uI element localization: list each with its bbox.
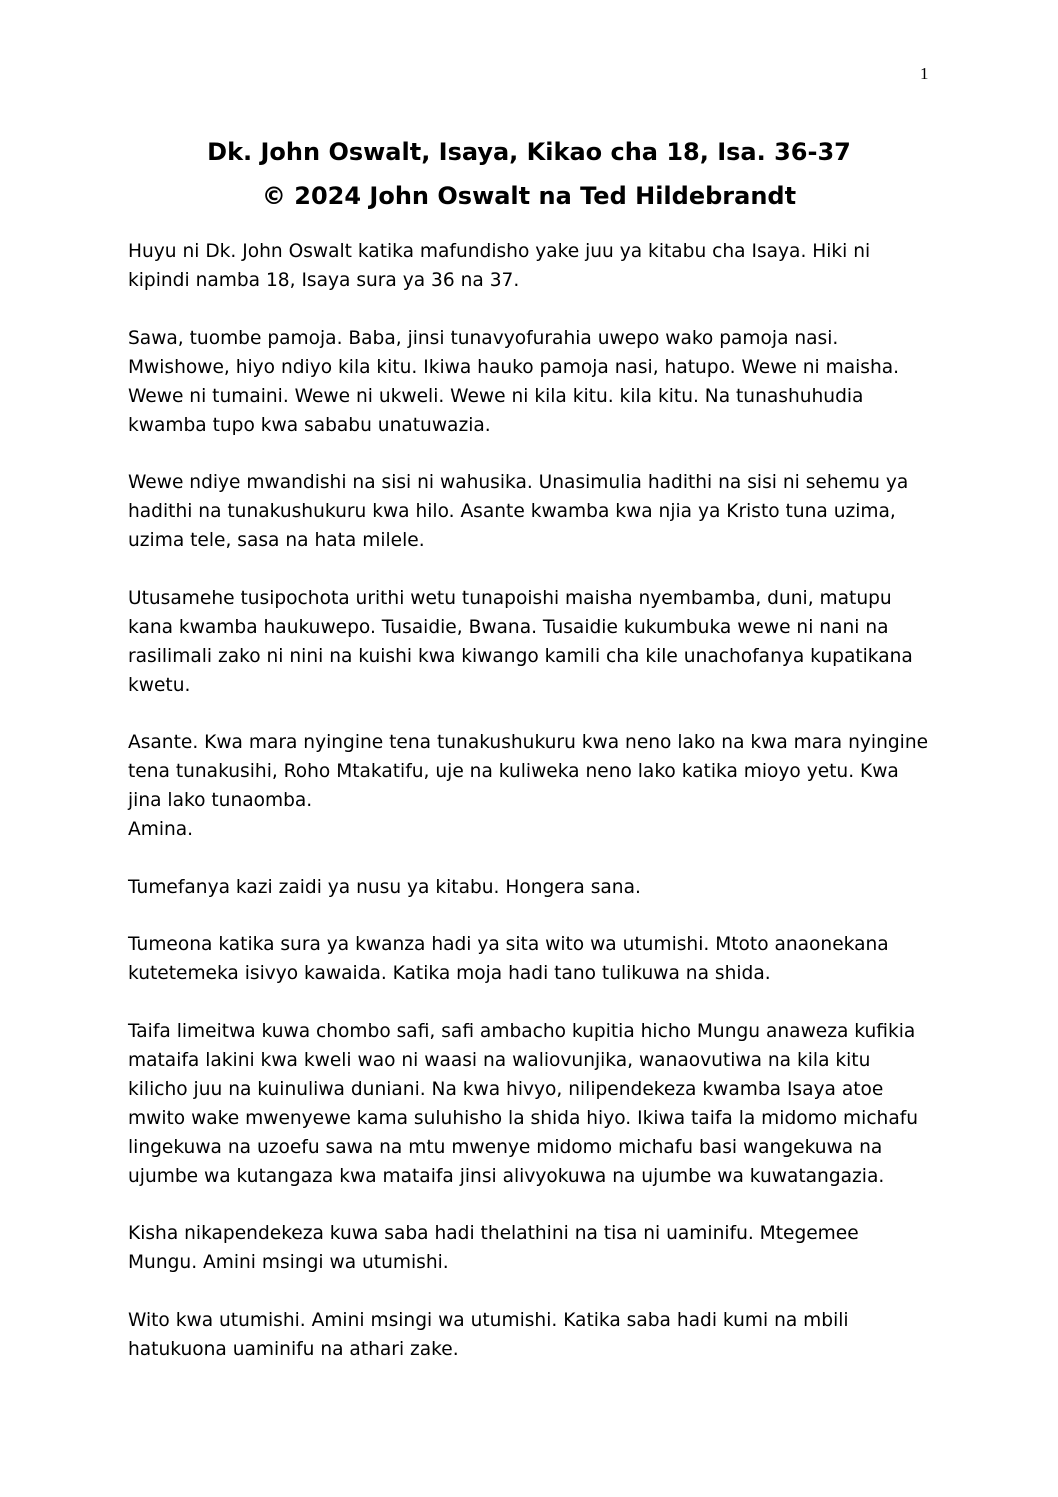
paragraph-line: Wito kwa utumishi. Amini msingi wa utumishi. Katika saba hadi kumi na mbili [128, 1309, 849, 1331]
document-title [0, 130, 1058, 218]
paragraph [128, 930, 948, 988]
paragraph [128, 237, 948, 295]
paragraph-line: Tumeona katika sura ya kwanza hadi ya sita wito wa utumishi. Mtoto anaonekana [128, 934, 889, 955]
paragraph-line: hatukuona uaminifu na athari zake. [128, 1338, 459, 1360]
paragraph-line: kutetemeka isivyo kawaida. Katika moja hadi tano tulikuwa na shida. [128, 963, 771, 984]
paragraph-line: Mungu. Amini msingi wa utumishi. [128, 1252, 449, 1273]
paragraph-line: mwito wake mwenyewe kama suluhisho la shida hiyo. Ikiwa taifa la midomo michafu [128, 1107, 919, 1129]
paragraph-line: jina lako tunaomba. [128, 790, 313, 811]
paragraph [128, 584, 948, 700]
paragraph-line: lingekuwa na uzoefu sawa na mtu mwenye midomo michafu basi wangekuwa na [128, 1136, 883, 1158]
paragraph [128, 1306, 948, 1364]
document-body [128, 237, 948, 1392]
paragraph-line: kilicho juu na kuinuliwa duniani. Na kwa hivyo, nilipendekeza kwamba Isaya atoe [128, 1078, 884, 1100]
paragraph-line: kwamba tupo kwa sababu unatuwazia. [128, 414, 491, 436]
paragraph-line: mataifa lakini kwa kweli wao ni waasi na waliovunjika, wanaovutiwa na kila kitu [128, 1049, 871, 1071]
paragraph [128, 728, 948, 844]
paragraph-line: kana kwamba haukuwepo. Tusaidie, Bwana. Tusaidie kukumbuka wewe ni nani na [128, 616, 889, 638]
paragraph-line: Utusamehe tusipochota urithi wetu tunapoishi maisha nyembamba, duni, matupu [128, 587, 892, 609]
paragraph-line: Kisha nikapendekeza kuwa saba hadi thelathini na tisa ni uaminifu. Mtegemee [128, 1223, 859, 1244]
paragraph-line: Taifa limeitwa kuwa chombo safi, safi ambacho kupitia hicho Mungu anaweza kufikia [128, 1020, 916, 1042]
paragraph-line: tena tunakusihi, Roho Mtakatifu, uje na kuliweka neno lako katika mioyo yetu. Kwa [128, 761, 899, 782]
paragraph-line: ujumbe wa kutangaza kwa mataifa jinsi alivyokuwa na ujumbe wa kuwatangazia. [128, 1165, 885, 1187]
title-line-1: Dk. John Oswalt, Isaya, Kikao cha 18, Isa. 36-37 [207, 138, 851, 166]
paragraph-line: Sawa, tuombe pamoja. Baba, jinsi tunavyofurahia uwepo wako pamoja nasi. [128, 327, 839, 349]
paragraph-line: Asante. Kwa mara nyingine tena tunakushukuru kwa neno lako na kwa mara nyingine [128, 732, 929, 753]
paragraph-line: Mwishowe, hiyo ndiyo kila kitu. Ikiwa hauko pamoja nasi, hatupo. Wewe ni maisha. [128, 356, 900, 378]
paragraph-line: uzima tele, sasa na hata milele. [128, 530, 425, 551]
paragraph-line: Wewe ndiye mwandishi na sisi ni wahusika. Unasimulia hadithi na sisi ni sehemu ya [128, 472, 909, 493]
paragraph-line: Wewe ni tumaini. Wewe ni ukweli. Wewe ni kila kitu. kila kitu. Na tunashuhudia [128, 385, 864, 407]
title-line-2-copyright: © 2024 John Oswalt na Ted Hildebrandt [261, 182, 797, 210]
paragraph-line: hadithi na tunakushukuru kwa hilo. Asante kwamba kwa njia ya Kristo tuna uzima, [128, 501, 896, 522]
paragraph-line: kwetu. [128, 674, 191, 696]
page-number: 1 [920, 64, 929, 83]
paragraph [128, 468, 948, 555]
paragraph [128, 324, 948, 440]
paragraph-line: Huyu ni Dk. John Oswalt katika mafundisho yake juu ya kitabu cha Isaya. Hiki ni [128, 241, 871, 262]
paragraph-line: Amina. [128, 819, 194, 840]
paragraph [128, 873, 948, 902]
paragraph-line: rasilimali zako ni nini na kuishi kwa kiwango kamili cha kile unachofanya kupatikana [128, 645, 913, 667]
paragraph [128, 1219, 948, 1277]
paragraph-line: Tumefanya kazi zaidi ya nusu ya kitabu. Hongera sana. [128, 876, 641, 898]
paragraph-line: kipindi namba 18, Isaya sura ya 36 na 37. [128, 270, 520, 291]
paragraph [128, 1017, 948, 1191]
